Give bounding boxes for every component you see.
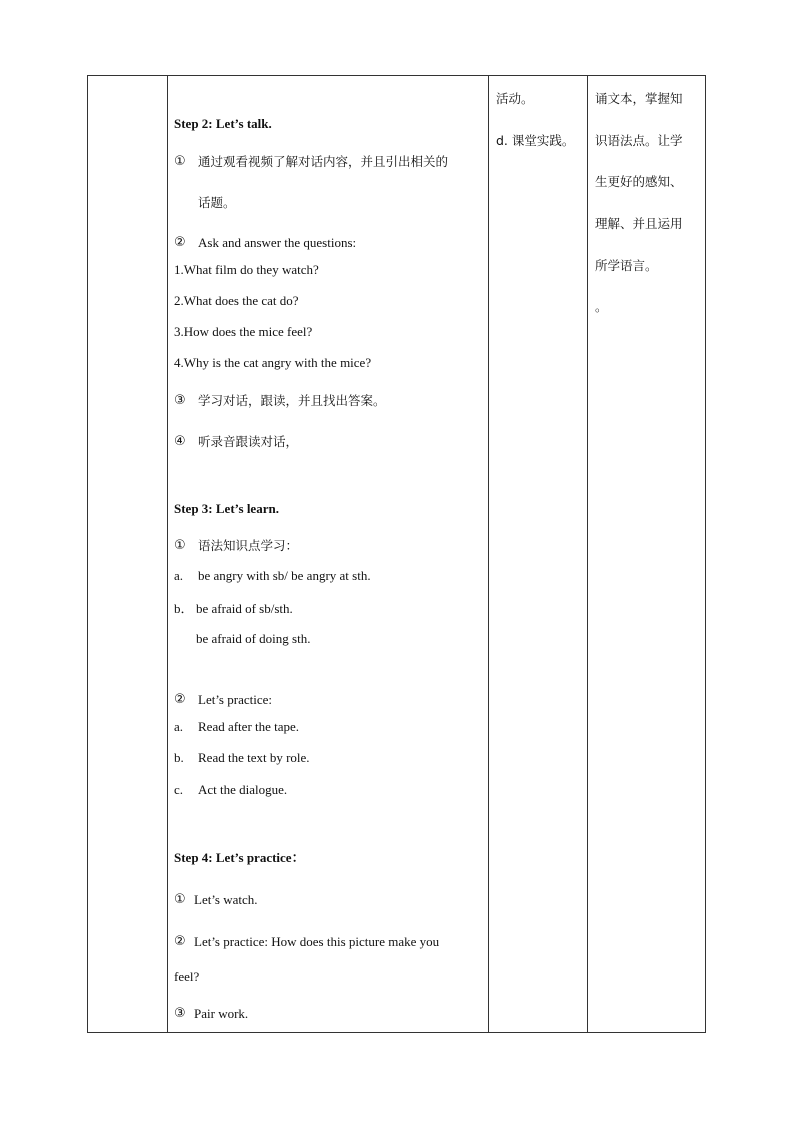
practice-b-text: Read the text by role. xyxy=(198,750,310,765)
step3-item2-mark: ② xyxy=(174,692,186,707)
purpose-line-1: 诵文本，掌握知 xyxy=(595,91,683,106)
step2-title: Step 2: Let’s talk. xyxy=(174,116,272,131)
practice-b-mark: b. xyxy=(174,750,184,765)
activity-line-1: 活动。 xyxy=(496,91,534,106)
practice-a-mark: a. xyxy=(174,719,184,734)
activity-line-2: d. 课堂实践。 xyxy=(496,133,575,148)
purpose-line-4: 理解、并且运用 xyxy=(595,216,683,231)
step2-item3-mark: ③ xyxy=(174,393,186,408)
purpose-line-2: 识语法点。让学 xyxy=(595,133,683,148)
step2-item2-mark: ② xyxy=(174,235,186,250)
practice-c-mark: c. xyxy=(174,782,184,797)
step4-item1-text: Let’s watch. xyxy=(194,892,258,907)
step2-item3-text: 学习对话，跟读，并且找出答案。 xyxy=(198,393,386,408)
step4-item1-mark: ① xyxy=(174,892,186,907)
grammar-b-text-2: be afraid of doing sth. xyxy=(196,631,311,646)
step4-item2-text-cont: feel? xyxy=(174,969,200,984)
step2-item1-mark: ① xyxy=(174,154,186,169)
question-2: 2.What does the cat do? xyxy=(174,293,299,308)
step4-title: Step 4: Let’s practice： xyxy=(174,850,305,865)
step2-item1-text-cont: 话题。 xyxy=(198,195,236,210)
practice-c-text: Act the dialogue. xyxy=(198,782,288,797)
step2-item4-mark: ④ xyxy=(174,434,186,449)
grammar-b-mark: b． xyxy=(174,601,194,616)
purpose-line-3: 生更好的感知、 xyxy=(595,174,683,189)
step4-item2-mark: ② xyxy=(174,934,186,949)
question-4: 4.Why is the cat angry with the mice? xyxy=(174,355,372,370)
column-divider-2 xyxy=(488,76,489,1032)
step2-item1-text: 通过观看视频了解对话内容，并且引出相关的 xyxy=(198,154,449,169)
question-1: 1.What film do they watch? xyxy=(174,262,319,277)
question-3: 3.How does the mice feel? xyxy=(174,324,313,339)
step3-item1-mark: ① xyxy=(174,538,186,553)
grammar-b-text: be afraid of sb/sth. xyxy=(196,601,293,616)
practice-a-text: Read after the tape. xyxy=(198,719,300,734)
purpose-line-5: 所学语言。 xyxy=(595,258,658,273)
step4-item3-mark: ③ xyxy=(174,1006,186,1021)
step2-item4-text: 听录音跟读对话， xyxy=(198,434,299,449)
grammar-a-mark: a. xyxy=(174,568,184,583)
step3-title: Step 3: Let’s learn. xyxy=(174,501,279,516)
step4-item3-text: Pair work. xyxy=(194,1006,249,1021)
step2-item2-text: Ask and answer the questions: xyxy=(198,235,357,250)
column-divider-3 xyxy=(587,76,588,1032)
column-divider-1 xyxy=(167,76,168,1032)
step4-item2-text: Let’s practice: How does this picture make you xyxy=(194,934,440,949)
purpose-line-6: 。 xyxy=(595,299,608,314)
grammar-a-text: be angry with sb/ be angry at sth. xyxy=(198,568,371,583)
step3-item2-text: Let’s practice: xyxy=(198,692,272,707)
step3-item1-text: 语法知识点学习： xyxy=(198,538,299,553)
